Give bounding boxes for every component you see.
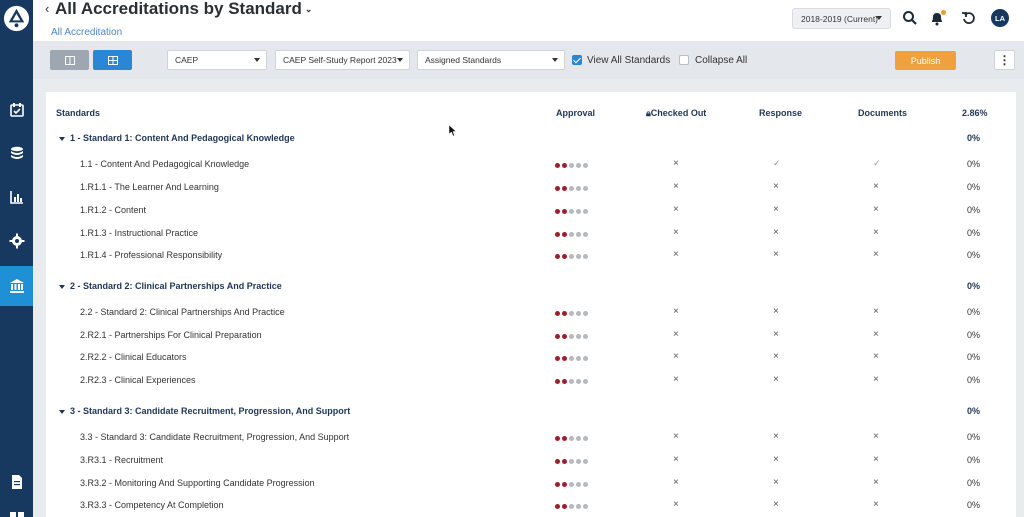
accreditation-select[interactable] — [167, 50, 267, 70]
approval-progress — [555, 504, 591, 510]
x-icon-response: × — [773, 204, 779, 215]
x-icon-documents: × — [873, 454, 879, 465]
sidebar-item-library[interactable] — [0, 497, 33, 517]
approval-dot — [583, 356, 588, 361]
approval-dot — [576, 356, 581, 361]
approval-dot — [555, 459, 560, 464]
approval-dot — [562, 186, 567, 191]
coins-icon — [9, 145, 25, 161]
approval-dot — [576, 504, 581, 509]
approval-dot — [583, 436, 588, 441]
standard-row-percent: 0% — [967, 159, 981, 169]
caret-down-icon — [876, 16, 882, 20]
table-row[interactable] — [46, 246, 1016, 268]
x-icon-response: × — [773, 351, 779, 362]
accreditation-select-value: CAEP — [175, 55, 199, 65]
standard-group-percent: 0% — [967, 406, 981, 416]
list-view-button[interactable] — [50, 50, 89, 70]
table-row[interactable] — [46, 496, 1016, 517]
x-icon-documents: × — [873, 181, 879, 192]
approval-dot — [555, 356, 560, 361]
refresh-icon[interactable] — [961, 10, 977, 26]
x-icon-checked-out: × — [673, 351, 679, 362]
approval-dot — [576, 436, 581, 441]
standard-row-title[interactable]: 1.1 - Content And Pedagogical Knowledge — [80, 159, 250, 169]
approval-dot — [583, 186, 588, 191]
approval-dot — [569, 356, 574, 361]
table-row[interactable] — [46, 428, 1016, 450]
x-icon-checked-out: × — [673, 477, 679, 488]
approval-dot — [583, 232, 588, 237]
x-icon-response: × — [773, 499, 779, 510]
breadcrumb[interactable]: All Accreditation — [51, 27, 123, 38]
approval-progress — [555, 482, 591, 488]
standard-row-percent: 0% — [967, 205, 981, 215]
checklist-icon — [9, 102, 25, 118]
approval-dot — [562, 379, 567, 384]
mouse-cursor-icon — [449, 125, 457, 137]
caret-down-icon — [254, 58, 260, 62]
x-icon-documents: × — [873, 329, 879, 340]
sidebar-item-accreditation[interactable] — [0, 266, 33, 306]
caret-down-icon — [397, 58, 403, 62]
column-header-total-percent: 2.86% — [962, 108, 988, 118]
approval-dot — [576, 482, 581, 487]
approval-dot — [562, 311, 567, 316]
x-icon-documents: × — [873, 306, 879, 317]
approval-dot — [576, 186, 581, 191]
approval-dot — [583, 163, 588, 168]
x-icon-checked-out: × — [673, 454, 679, 465]
standard-row-title[interactable]: 1.R1.2 - Content — [80, 205, 147, 215]
x-icon-documents: × — [873, 204, 879, 215]
column-header-standards[interactable]: Standards — [56, 108, 101, 118]
publish-button[interactable]: Publish — [895, 51, 956, 70]
approval-progress — [555, 232, 591, 238]
sidebar — [0, 0, 33, 517]
report-select[interactable] — [275, 50, 410, 70]
standard-row-title[interactable]: 2.R2.3 - Clinical Experiences — [80, 375, 196, 385]
x-icon-documents: × — [873, 374, 879, 385]
page-title[interactable] — [55, 0, 312, 19]
approval-dot — [555, 254, 560, 259]
collapse-caret-icon[interactable] — [59, 137, 65, 141]
more-options-button[interactable] — [994, 50, 1015, 70]
notification-dot — [941, 10, 946, 15]
x-icon-response: × — [773, 431, 779, 442]
standard-group-row[interactable] — [46, 277, 1016, 299]
approval-dot — [569, 334, 574, 339]
standard-row-title[interactable]: 2.R2.1 - Partnerships For Clinical Preparation — [80, 330, 262, 340]
approval-dot — [569, 209, 574, 214]
collapse-caret-icon[interactable] — [59, 410, 65, 414]
sidebar-item-reports[interactable] — [0, 177, 33, 217]
chevron-down-icon: ⌄ — [304, 4, 313, 15]
approval-dot — [569, 232, 574, 237]
approval-progress — [555, 254, 591, 260]
approval-dot — [569, 482, 574, 487]
x-icon-response: × — [773, 374, 779, 385]
approval-dot — [576, 334, 581, 339]
avatar[interactable]: LA — [991, 9, 1009, 27]
table-row[interactable] — [46, 155, 1016, 177]
x-icon-response: × — [773, 329, 779, 340]
approval-progress — [555, 436, 591, 442]
column-header-checked-out-label: Checked Out — [650, 108, 707, 118]
page-title-text: All Accreditations by Standard — [55, 0, 302, 18]
approval-dot — [562, 356, 567, 361]
x-icon-checked-out: × — [673, 227, 679, 238]
approval-dot — [576, 379, 581, 384]
x-icon-checked-out: × — [673, 204, 679, 215]
approval-dot — [569, 379, 574, 384]
standard-row-percent: 0% — [967, 250, 981, 260]
x-icon-checked-out: × — [673, 431, 679, 442]
approval-dot — [555, 232, 560, 237]
x-icon-response: × — [773, 181, 779, 192]
approval-progress — [555, 311, 591, 317]
approval-dot — [569, 504, 574, 509]
approval-dot — [555, 334, 560, 339]
approval-dot — [555, 504, 560, 509]
standard-row-percent: 0% — [967, 352, 981, 362]
standard-row-percent: 0% — [967, 330, 981, 340]
approval-dot — [555, 209, 560, 214]
approval-dot — [576, 209, 581, 214]
x-icon-documents: × — [873, 477, 879, 488]
standard-row-percent: 0% — [967, 182, 981, 192]
standard-row-title[interactable]: 1.R1.3 - Instructional Practice — [80, 228, 199, 238]
view-all-standards-checkbox[interactable] — [572, 55, 582, 65]
check-icon-documents: ✓ — [873, 158, 881, 168]
sidebar-item-settings[interactable] — [0, 221, 33, 261]
sidebar-item-documents[interactable] — [0, 462, 33, 502]
caret-down-icon — [552, 58, 558, 62]
approval-dot — [555, 482, 560, 487]
approval-dot — [583, 482, 588, 487]
standard-row-percent: 0% — [967, 228, 981, 238]
table-row[interactable] — [46, 224, 1016, 246]
approval-dot — [569, 436, 574, 441]
x-icon-checked-out: × — [673, 158, 679, 169]
sidebar-item-budget[interactable] — [0, 133, 33, 173]
x-icon-documents: × — [873, 431, 879, 442]
approval-dot — [562, 334, 567, 339]
approval-dot — [583, 334, 588, 339]
grid-view-button[interactable] — [93, 50, 132, 70]
year-select-value: 2018-2019 (Current) — [801, 13, 879, 24]
approval-dot — [583, 311, 588, 316]
book-icon — [9, 509, 25, 517]
standard-group-title: 1 - Standard 1: Content And Pedagogical Knowledge — [70, 133, 295, 143]
table-row[interactable] — [46, 348, 1016, 370]
approval-progress — [555, 334, 591, 340]
collapse-caret-icon[interactable] — [59, 285, 65, 289]
table-row[interactable] — [46, 326, 1016, 348]
approval-dot — [569, 311, 574, 316]
x-icon-checked-out: × — [673, 181, 679, 192]
x-icon-documents: × — [873, 351, 879, 362]
page-header — [33, 0, 1024, 41]
approval-dot — [576, 459, 581, 464]
approval-progress — [555, 163, 591, 169]
year-select[interactable] — [792, 8, 891, 29]
x-icon-checked-out: × — [673, 374, 679, 385]
x-icon-documents: × — [873, 249, 879, 260]
approval-progress — [555, 356, 591, 362]
collapse-all-checkbox[interactable] — [679, 55, 689, 65]
x-icon-response: × — [773, 249, 779, 260]
approval-dot — [555, 379, 560, 384]
standard-group-percent: 0% — [967, 281, 981, 291]
standard-row-percent: 0% — [967, 307, 981, 317]
standard-row-percent: 0% — [967, 432, 981, 442]
standard-group-row[interactable] — [46, 402, 1016, 424]
approval-dot — [569, 459, 574, 464]
approval-dot — [562, 436, 567, 441]
kebab-menu-icon: ⋮ — [998, 53, 1011, 67]
column-header-checked-out[interactable] — [646, 108, 706, 119]
search-icon[interactable] — [902, 10, 918, 26]
approval-progress — [555, 209, 591, 215]
table-row[interactable] — [46, 474, 1016, 496]
approval-dot — [576, 254, 581, 259]
approval-dot — [562, 254, 567, 259]
approval-progress — [555, 379, 591, 385]
approval-dot — [576, 311, 581, 316]
x-icon-checked-out: × — [673, 499, 679, 510]
approval-dot — [583, 459, 588, 464]
gear-icon — [9, 233, 25, 249]
standard-row-title[interactable]: 2.2 - Standard 2: Clinical Partnerships And Practice — [80, 307, 285, 317]
approval-dot — [583, 504, 588, 509]
approval-dot — [562, 504, 567, 509]
grid-icon — [108, 56, 118, 65]
standard-row-title[interactable]: 3.R3.1 - Recruitment — [80, 455, 164, 465]
back-arrow-icon[interactable]: ‹ — [45, 1, 50, 16]
standard-row-title[interactable]: 1.R1.4 - Professional Responsibility — [80, 250, 223, 260]
standard-row-title[interactable]: 1.R1.1 - The Learner And Learning — [80, 182, 219, 192]
x-icon-checked-out: × — [673, 249, 679, 260]
columns-icon — [65, 56, 75, 65]
approval-progress — [555, 186, 591, 192]
approval-dot — [562, 232, 567, 237]
approval-dot — [576, 163, 581, 168]
x-icon-checked-out: × — [673, 306, 679, 317]
standard-row-title[interactable]: 2.R2.2 - Clinical Educators — [80, 352, 187, 362]
table-row[interactable] — [46, 303, 1016, 325]
toolbar — [33, 41, 1024, 79]
x-icon-documents: × — [873, 499, 879, 510]
approval-dot — [562, 459, 567, 464]
x-icon-response: × — [773, 306, 779, 317]
approval-dot — [555, 436, 560, 441]
x-icon-documents: × — [873, 227, 879, 238]
standards-filter-select[interactable] — [417, 50, 565, 70]
bar-chart-icon — [9, 189, 25, 205]
app-logo-icon[interactable] — [2, 4, 31, 33]
approval-dot — [555, 163, 560, 168]
approval-dot — [562, 209, 567, 214]
approval-dot — [569, 163, 574, 168]
standard-row-title[interactable]: 3.R3.2 - Monitoring And Supporting Candidate Progression — [80, 478, 315, 488]
column-header-response[interactable]: Response — [759, 108, 803, 118]
column-header-approval[interactable]: Approval — [556, 108, 596, 118]
standard-row-percent: 0% — [967, 455, 981, 465]
table-row[interactable] — [46, 178, 1016, 200]
lock-icon: 🔒︎ — [646, 108, 651, 118]
collapse-all-label[interactable]: Collapse All — [695, 55, 748, 66]
approval-dot — [562, 163, 567, 168]
x-icon-response: × — [773, 454, 779, 465]
approval-dot — [569, 186, 574, 191]
approval-dot — [555, 186, 560, 191]
standard-group-row[interactable] — [46, 129, 1016, 151]
standard-row-percent: 0% — [967, 500, 981, 510]
approval-dot — [555, 311, 560, 316]
approval-dot — [562, 482, 567, 487]
approval-dot — [569, 254, 574, 259]
approval-dot — [583, 254, 588, 259]
standard-group-title: 2 - Standard 2: Clinical Partnerships And Practice — [70, 281, 282, 291]
standard-row-percent: 0% — [967, 375, 981, 385]
check-icon-response: ✓ — [773, 158, 781, 168]
report-select-value: CAEP Self-Study Report 2023 — [283, 55, 397, 65]
sidebar-item-tasks[interactable] — [0, 90, 33, 130]
table-row[interactable] — [46, 371, 1016, 393]
approval-dot — [576, 232, 581, 237]
table-row[interactable] — [46, 201, 1016, 223]
standard-row-title[interactable]: 3.3 - Standard 3: Candidate Recruitment, Progression, And Support — [80, 432, 350, 442]
standard-group-percent: 0% — [967, 133, 981, 143]
approval-dot — [583, 379, 588, 384]
view-all-standards-label[interactable]: View All Standards — [587, 55, 671, 66]
approval-progress — [555, 459, 591, 465]
x-icon-response: × — [773, 477, 779, 488]
x-icon-checked-out: × — [673, 329, 679, 340]
x-icon-response: × — [773, 227, 779, 238]
approval-dot — [583, 209, 588, 214]
standard-row-title[interactable]: 3.R3.3 - Competency At Completion — [80, 500, 224, 510]
document-icon — [9, 474, 25, 490]
table-row[interactable] — [46, 451, 1016, 473]
standard-group-title: 3 - Standard 3: Candidate Recruitment, Progression, And Support — [70, 406, 351, 416]
standards-filter-value: Assigned Standards — [425, 55, 502, 65]
column-header-documents[interactable]: Documents — [858, 108, 908, 118]
institution-icon — [9, 278, 25, 294]
standard-row-percent: 0% — [967, 478, 981, 488]
